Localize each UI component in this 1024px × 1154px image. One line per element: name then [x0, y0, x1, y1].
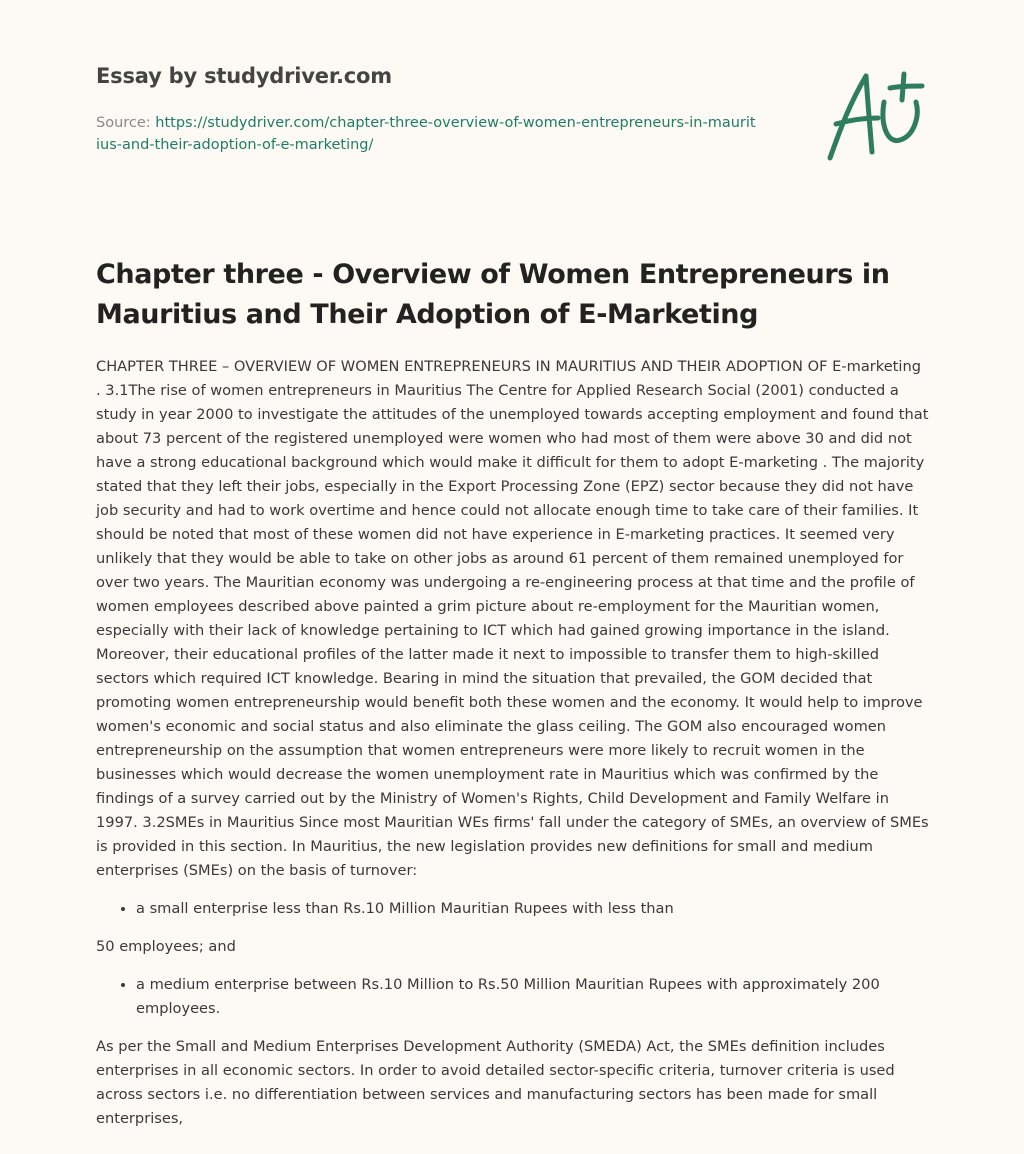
- bullet-list: [96, 973, 930, 1021]
- list-item: • a small enterprise less than Rs.10 Million Mauritian Rupees with less than: [136, 897, 930, 921]
- site-title: Essay by studydriver.com: [96, 64, 392, 88]
- essay-paragraph: CHAPTER THREE – OVERVIEW OF WOMEN ENTREPRENEURS IN MAURITIUS AND THEIR ADOPTION OF E-marketing . 3.1The rise of women entrepreneurs in Mauritius The Centre for Applied Research Social (2001) conducted a study in year 2000 to investigate the attitudes of the unemployed towards accepting employment and found that about 73 percent of the registered unemployed were women who had most of them were above 30 and did not have a strong educational background which would make it difficult for them to adopt E-marketing . The majority stated that they left their jobs, especially in the Export Processing Zone (EPZ) sector because they did not have job security and had to work overtime and hence could not allocate enough time to take care of their families. It should be noted that most of these women did not have experience in E-marketing practices. It seemed very unlikely that they would be able to take on other jobs as around 61 percent of them remained unemployed for over two years. The Mauritian economy was undergoing a re-engineering process at that time and the profile of women employees described above painted a grim picture about re-employment for the Mauritian women, especially with their lack of knowledge pertaining to ICT which had gained growing importance in the island. Moreover, their educational profiles of the latter made it next to impossible to transfer them to high-skilled sectors which required ICT knowledge. Bearing in mind the situation that prevailed, the GOM decided that promoting women entrepreneurship would benefit both these women and the economy. It would help to improve women's economic and social status and also eliminate the glass ceiling. The GOM also encouraged women entrepreneurship on the assumption that women entrepreneurs were more likely to recruit women in the businesses which would decrease the women unemployment rate in Mauritius which was confirmed by the findings of a survey carried out by the Ministry of Women's Rights, Child Development and Family Welfare in 1997. 3.2SMEs in Mauritius Since most Mauritian WEs firms' fall under the category of SMEs, an overview of SMEs is provided in this section. In Mauritius, the new legislation provides new definitions for small and medium enterprises (SMEs) on the basis of turnover:: [96, 358, 929, 879]
- source-line: [96, 112, 756, 156]
- a-plus-logo: [820, 66, 926, 166]
- source-link[interactable]: https://studydriver.com/chapter-three-overview-of-women-entrepreneurs-in-mauritius-and-their-adoption-of-e-marketing/: [96, 115, 756, 153]
- essay-paragraph: 50 employees; and: [96, 938, 236, 955]
- logo-text: A+: [820, 66, 822, 67]
- a-plus-logo-icon: [820, 66, 926, 166]
- bullet-list: [96, 897, 930, 921]
- essay-title: Chapter three - Overview of Women Entrepreneurs in Mauritius and Their Adoption of E-Marketing: [96, 259, 890, 330]
- list-item: • a medium enterprise between Rs.10 Million to Rs.50 Million Mauritian Rupees with approximately 200 employees.: [136, 973, 930, 1021]
- source-label: Source:: [96, 115, 151, 131]
- essay-body: [96, 355, 930, 1145]
- essay-paragraph: As per the Small and Medium Enterprises Development Authority (SMEDA) Act, the SMEs definition includes enterprises in all economic sectors. In order to avoid detailed sector-specific criteria, turnover criteria is used across sectors i.e. no differentiation between services and manufacturing sectors has been made for small enterprises,: [96, 1038, 895, 1127]
